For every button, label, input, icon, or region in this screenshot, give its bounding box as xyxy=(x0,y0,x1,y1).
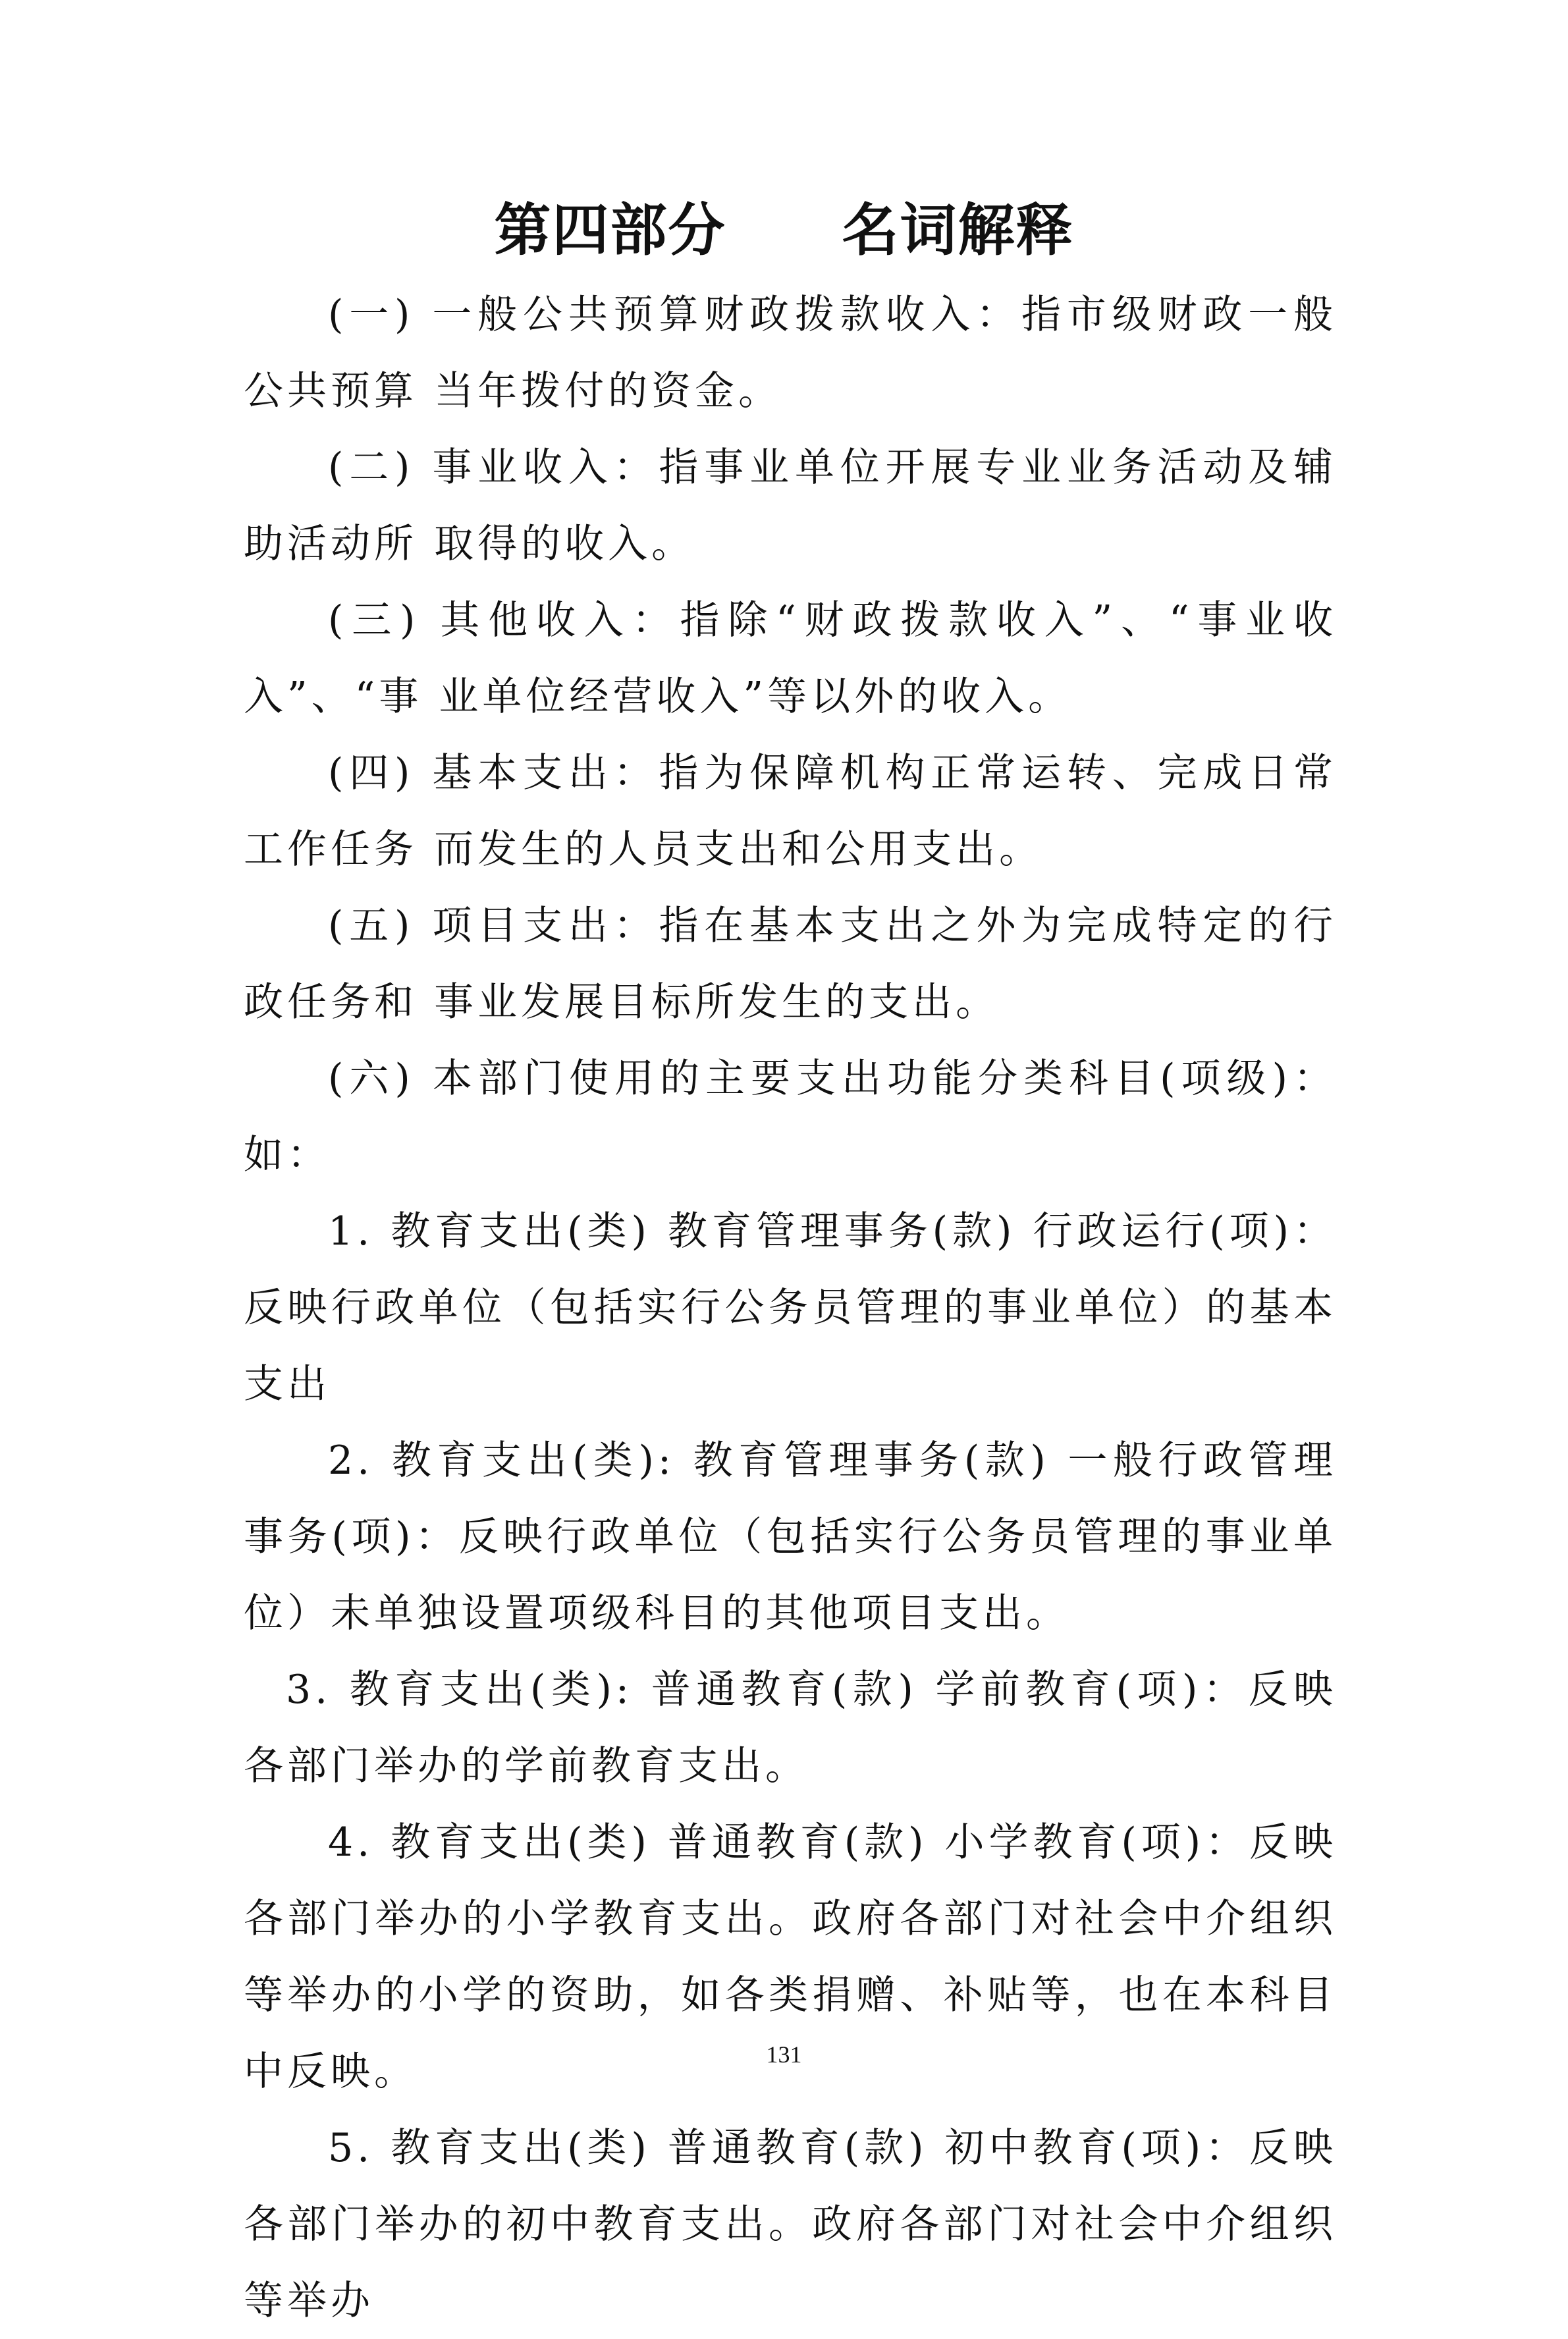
list-item-general-administration: 2. 教育支出(类): 教育管理事务(款) 一般行政管理事务(项)：反映行政单位（包括实行公务员管理的事业单位）未单独设置项级科目的其他项目支出。 xyxy=(244,1438,1337,1636)
list-item-preschool-education: 3. 教育支出(类): 普通教育(款) 学前教育(项)：反映各部门举办的学前教育支出。 xyxy=(244,1667,1337,1789)
paragraph-general-budget-income: (一) 一般公共预算财政拨款收入：指市级财政一般公共预算 当年拨付的资金。 xyxy=(244,292,1337,414)
list-item-administrative-operation: 1. 教育支出(类) 教育管理事务(款) 行政运行(项)：反映行政单位（包括实行公务员管理的事业单位）的基本支出 xyxy=(244,1208,1337,1407)
page-number: 131 xyxy=(766,2041,802,2068)
paragraph-business-income: (二) 事业收入：指事业单位开展专业业务活动及辅助活动所 取得的收入。 xyxy=(244,444,1337,567)
paragraph-function-classification: (六) 本部门使用的主要支出功能分类科目(项级)：如： xyxy=(244,1056,1337,1178)
page-title: 第四部分 名词解释 xyxy=(494,198,1074,263)
document-body xyxy=(244,277,1337,2339)
paragraph-other-income: (三) 其他收入：指除“财政拨款收入”、“事业收入”、“事 业单位经营收入”等以外的收入。 xyxy=(244,597,1337,720)
paragraph-project-expenditure: (五) 项目支出：指在基本支出之外为完成特定的行政任务和 事业发展目标所发生的支出。 xyxy=(244,903,1337,1025)
list-item-junior-middle-education: 5. 教育支出(类) 普通教育(款) 初中教育(项)：反映各部门举办的初中教育支出。政府各部门对社会中介组织等举办 xyxy=(244,2125,1337,2324)
paragraph-basic-expenditure: (四) 基本支出：指为保障机构正常运转、完成日常工作任务 而发生的人员支出和公用支出。 xyxy=(244,750,1337,873)
list-item-primary-education: 4. 教育支出(类) 普通教育(款) 小学教育(项)：反映各部门举办的小学教育支出。政府各部门对社会中介组织等举办的小学的资助，如各类捐赠、补贴等，也在本科目中反映。 xyxy=(244,1819,1337,2095)
